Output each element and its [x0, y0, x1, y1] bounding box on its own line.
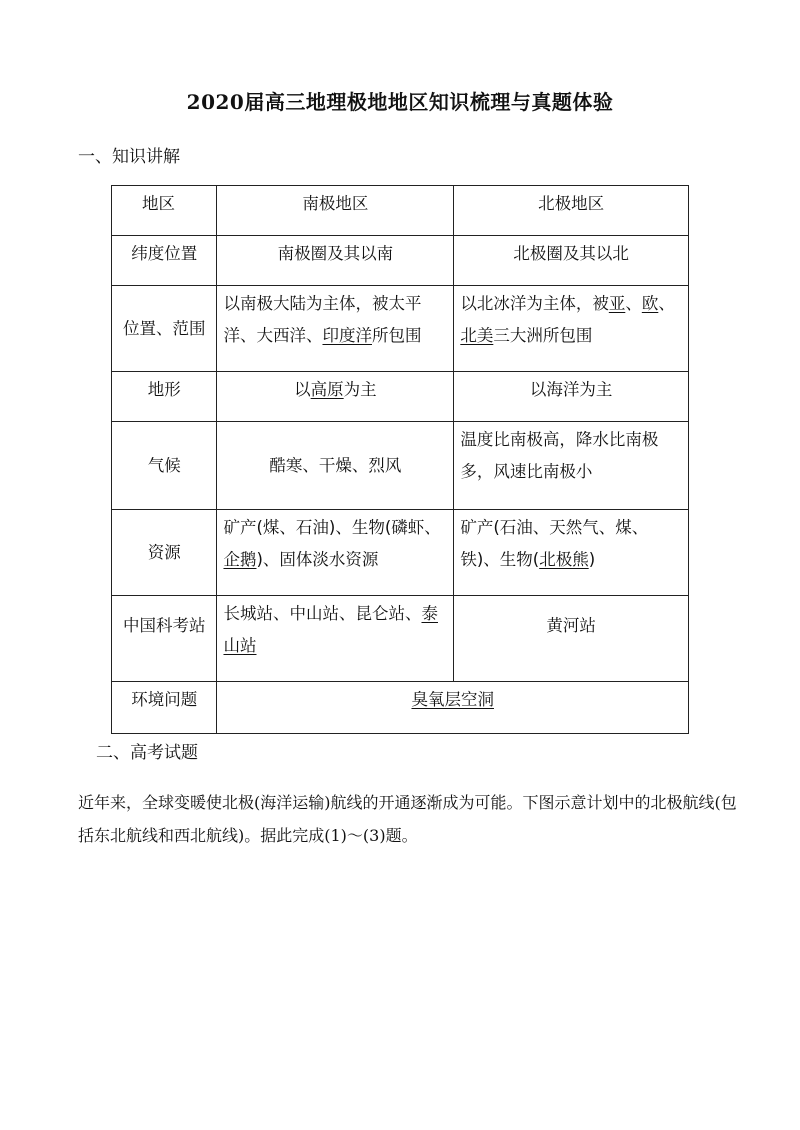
underlined-term: 泰山站	[223, 604, 438, 655]
cell-north: 矿产(石油、天然气、煤、铁)、生物(北极熊)	[454, 510, 689, 596]
row-label: 气候	[112, 422, 217, 510]
underlined-term: 印度洋	[322, 326, 372, 345]
question-paragraph: 近年来，全球变暖使北极(海洋运输)航线的开通逐渐成为可能。下图示意计划中的北极航线(包括东北航线和西北航线)。据此完成(1)～(3)题。	[78, 793, 737, 845]
table-row	[112, 372, 689, 422]
header-arctic: 北极地区	[454, 186, 689, 236]
row-label: 纬度位置	[112, 236, 217, 286]
polar-comparison-table	[111, 185, 689, 734]
underlined-term: 欧	[641, 294, 659, 313]
row-label: 资源	[112, 510, 217, 596]
underlined-term: 北极熊	[539, 550, 589, 569]
table-row	[112, 236, 689, 286]
page-title: 2020届高三地理极地地区知识梳理与真题体验	[186, 90, 614, 114]
cell-south: 长城站、中山站、昆仑站、泰山站	[217, 596, 454, 682]
cell-south: 以高原为主	[217, 372, 454, 422]
cell-south: 南极圈及其以南	[217, 236, 454, 286]
cell-south: 以南极大陆为主体，被太平洋、大西洋、印度洋所包围	[217, 286, 454, 372]
underlined-term: 高原	[310, 380, 344, 399]
table-row	[112, 510, 689, 596]
cell-north: 温度比南极高，降水比南极多，风速比南极小	[454, 422, 689, 510]
cell-south: 矿产(煤、石油)、生物(磷虾、企鹅)、固体淡水资源	[217, 510, 454, 596]
table-row	[112, 596, 689, 682]
cell-south: 酷寒、干燥、烈风	[217, 422, 454, 510]
cell-north: 以北冰洋为主体，被亚、欧、 北美三大洲所包围	[454, 286, 689, 372]
table-row	[112, 286, 689, 372]
section-heading-exam: 二、高考试题	[96, 743, 198, 763]
cell-north: 北极圈及其以北	[454, 236, 689, 286]
row-label: 位置、范围	[112, 286, 217, 372]
table-row	[112, 422, 689, 510]
underlined-term: 臭氧层空洞	[411, 690, 494, 709]
table-row	[112, 682, 689, 734]
cell-north: 黄河站	[454, 596, 689, 682]
cell-both	[217, 682, 689, 734]
row-label: 地形	[112, 372, 217, 422]
header-region: 地区	[112, 186, 217, 236]
underlined-term: 北美	[460, 326, 494, 345]
row-label: 中国科考站	[112, 596, 217, 682]
section-heading-knowledge: 一、知识讲解	[78, 147, 180, 167]
row-label: 环境问题	[112, 682, 217, 734]
table-header-row	[112, 186, 689, 236]
underlined-term: 亚	[608, 294, 626, 313]
underlined-term: 企鹅	[223, 550, 257, 569]
header-antarctic: 南极地区	[217, 186, 454, 236]
cell-north: 以海洋为主	[454, 372, 689, 422]
